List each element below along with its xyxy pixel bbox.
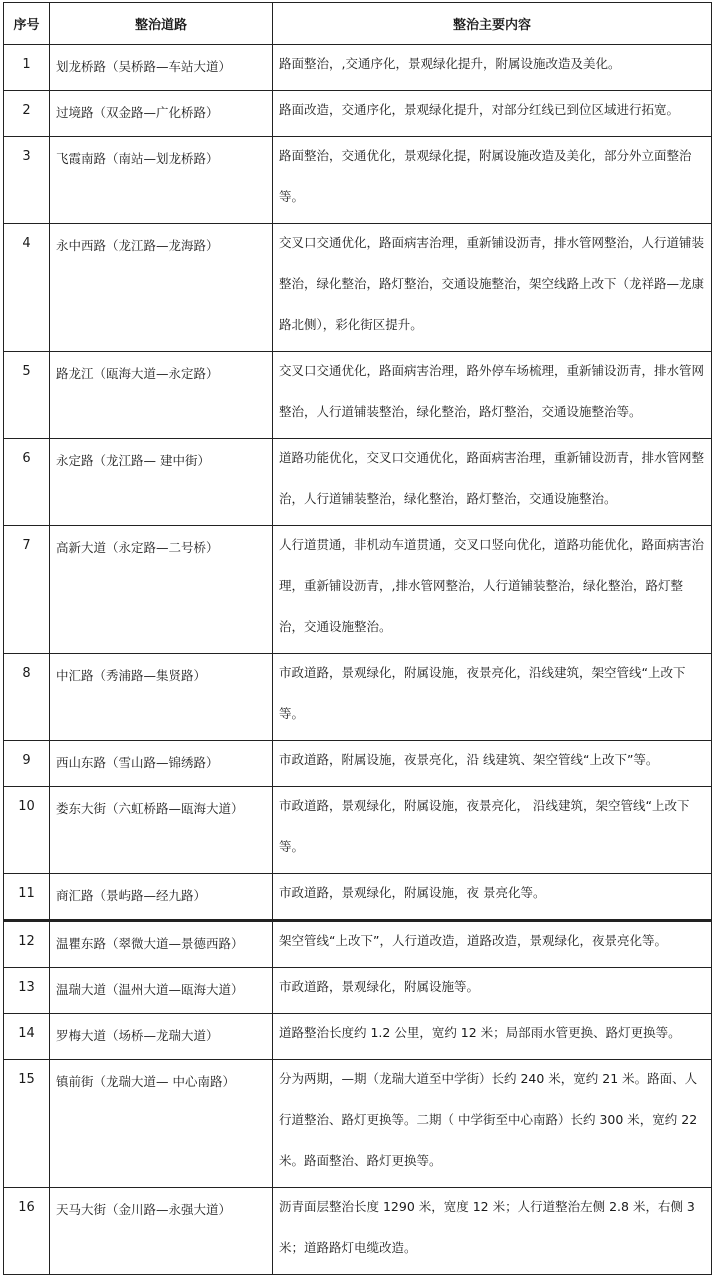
renovation-content: 道路功能优化，交叉口交通优化，路面病害治理，重新铺设沥青，排水管网整治，人行道铺装整治，绿化整治，路灯整治，交通设施整治。 <box>279 450 705 506</box>
renovation-content-cell <box>273 654 712 741</box>
header-road: 整治道路 <box>50 3 273 45</box>
renovation-content-cell <box>273 1060 712 1188</box>
renovation-content: 市政道路，景观绿化，附属设施等。 <box>279 979 480 994</box>
renovation-content: 交叉口交通优化，路面病害治理，重新铺设沥青，排水管网整治，人行道铺装整治，绿化整治，路灯整治，交通设施整治，架空线路上改下（龙祥路—龙康路北侧），彩化街区提升。 <box>279 235 705 332</box>
renovation-content-cell <box>273 526 712 654</box>
renovation-content-cell <box>273 921 712 968</box>
row-index: 15 <box>4 1060 50 1188</box>
road-name: 路龙江（瓯海大道—永定路） <box>50 352 273 439</box>
row-index: 5 <box>4 352 50 439</box>
row-index: 13 <box>4 968 50 1014</box>
renovation-content-cell <box>273 137 712 224</box>
road-name: 娄东大街（六虹桥路—瓯海大道） <box>50 787 273 874</box>
renovation-content: 路面整治，交通优化，景观绿化提，附属设施改造及美化，部分外立面整治等。 <box>279 148 692 204</box>
row-index: 3 <box>4 137 50 224</box>
row-index: 9 <box>4 741 50 787</box>
row-index: 4 <box>4 224 50 352</box>
road-name: 过境路（双金路—广化桥路） <box>50 91 273 137</box>
table-row <box>4 1188 712 1275</box>
renovation-content: 市政道路，景观绿化，附属设施，夜景亮化， 沿线建筑，架空管线“上改下等。 <box>279 798 690 854</box>
table-row <box>4 1014 712 1060</box>
road-name: 飞霞南路（南站—划龙桥路） <box>50 137 273 224</box>
table-row <box>4 352 712 439</box>
renovation-content-cell <box>273 45 712 91</box>
table-row <box>4 787 712 874</box>
road-name: 中汇路（秀浦路—集贤路） <box>50 654 273 741</box>
header-index: 序号 <box>4 3 50 45</box>
table-row <box>4 224 712 352</box>
renovation-content: 市政道路，附属设施，夜景亮化，沿 线建筑、架空管线“上改下”等。 <box>279 752 659 767</box>
renovation-content-cell <box>273 874 712 921</box>
renovation-content-cell <box>273 1188 712 1275</box>
row-index: 7 <box>4 526 50 654</box>
row-index: 6 <box>4 439 50 526</box>
table-row <box>4 91 712 137</box>
renovation-content: 市政道路，景观绿化，附属设施，夜 景亮化等。 <box>279 885 546 900</box>
renovation-content-cell <box>273 91 712 137</box>
road-name: 温瑞大道（温州大道—瓯海大道） <box>50 968 273 1014</box>
renovation-content: 道路整治长度约 1.2 公里，宽约 12 米；局部雨水管更换、路灯更换等。 <box>279 1025 681 1040</box>
row-index: 2 <box>4 91 50 137</box>
renovation-content-cell <box>273 1014 712 1060</box>
renovation-content: 分为两期，—期（龙瑞大道至中学街）长约 240 米，宽约 21 米。路面、人行道整治、路灯更换等。二期（ 中学街至中心南路）长约 300 米，宽约 22 米。路面整治、路灯更换等。 <box>279 1071 698 1168</box>
renovation-content: 架空管线“上改下”，人行道改造，道路改造，景观绿化，夜景亮化等。 <box>279 933 667 948</box>
renovation-content: 路面整治，,交通序化，景观绿化提升，附属设施改造及美化。 <box>279 56 621 71</box>
row-index: 11 <box>4 874 50 921</box>
row-index: 10 <box>4 787 50 874</box>
table-row <box>4 45 712 91</box>
road-name: 高新大道（永定路—二号桥） <box>50 526 273 654</box>
road-name: 永中西路（龙江路—龙海路） <box>50 224 273 352</box>
renovation-content-cell <box>273 224 712 352</box>
road-name: 天马大街（金川路—永强大道） <box>50 1188 273 1275</box>
renovation-content-cell <box>273 352 712 439</box>
table-row <box>4 526 712 654</box>
road-name: 西山东路（雪山路—锦绣路） <box>50 741 273 787</box>
road-name: 温瞿东路（翠微大道—景德西路） <box>50 921 273 968</box>
table-row <box>4 654 712 741</box>
row-index: 14 <box>4 1014 50 1060</box>
renovation-content: 人行道贯通，非机动车道贯通，交叉口竖向优化，道路功能优化，路面病害治理，重新铺设沥青，,排水管网整治，人行道铺装整治，绿化整治，路灯整治，交通设施整治。 <box>279 537 705 634</box>
renovation-content-cell <box>273 741 712 787</box>
table-row <box>4 439 712 526</box>
renovation-content: 路面改造，交通序化，景观绿化提升，对部分红线已到位区域进行拓宽。 <box>279 102 680 117</box>
table-row <box>4 741 712 787</box>
renovation-content: 市政道路，景观绿化，附属设施，夜景亮化，沿线建筑，架空管线“上改下等。 <box>279 665 686 721</box>
table-row <box>4 921 712 968</box>
renovation-content: 沥青面层整治长度 1290 米，宽度 12 米；人行道整治左侧 2.8 米，右侧 3 米；道路路灯电缆改造。 <box>279 1199 695 1255</box>
row-index: 8 <box>4 654 50 741</box>
table-row <box>4 137 712 224</box>
road-name: 罗梅大道（场桥—龙瑞大道） <box>50 1014 273 1060</box>
table-row <box>4 1060 712 1188</box>
table-row <box>4 874 712 921</box>
road-name: 永定路（龙江路— 建中街） <box>50 439 273 526</box>
header-content: 整治主要内容 <box>273 3 712 45</box>
road-name: 商汇路（景屿路—经九路） <box>50 874 273 921</box>
renovation-content-cell <box>273 787 712 874</box>
renovation-content-cell <box>273 968 712 1014</box>
road-renovation-table <box>3 2 712 1275</box>
row-index: 16 <box>4 1188 50 1275</box>
renovation-content-cell <box>273 439 712 526</box>
table-header-row <box>4 3 712 45</box>
road-name: 划龙桥路（吴桥路—车站大道） <box>50 45 273 91</box>
row-index: 1 <box>4 45 50 91</box>
table-row <box>4 968 712 1014</box>
renovation-content: 交叉口交通优化，路面病害治理，路外停车场梳理，重新铺设沥青，排水管网整治，人行道铺装整治，绿化整治，路灯整治，交通设施整治等。 <box>279 363 705 419</box>
row-index: 12 <box>4 921 50 968</box>
road-name: 镇前街（龙瑞大道— 中心南路） <box>50 1060 273 1188</box>
